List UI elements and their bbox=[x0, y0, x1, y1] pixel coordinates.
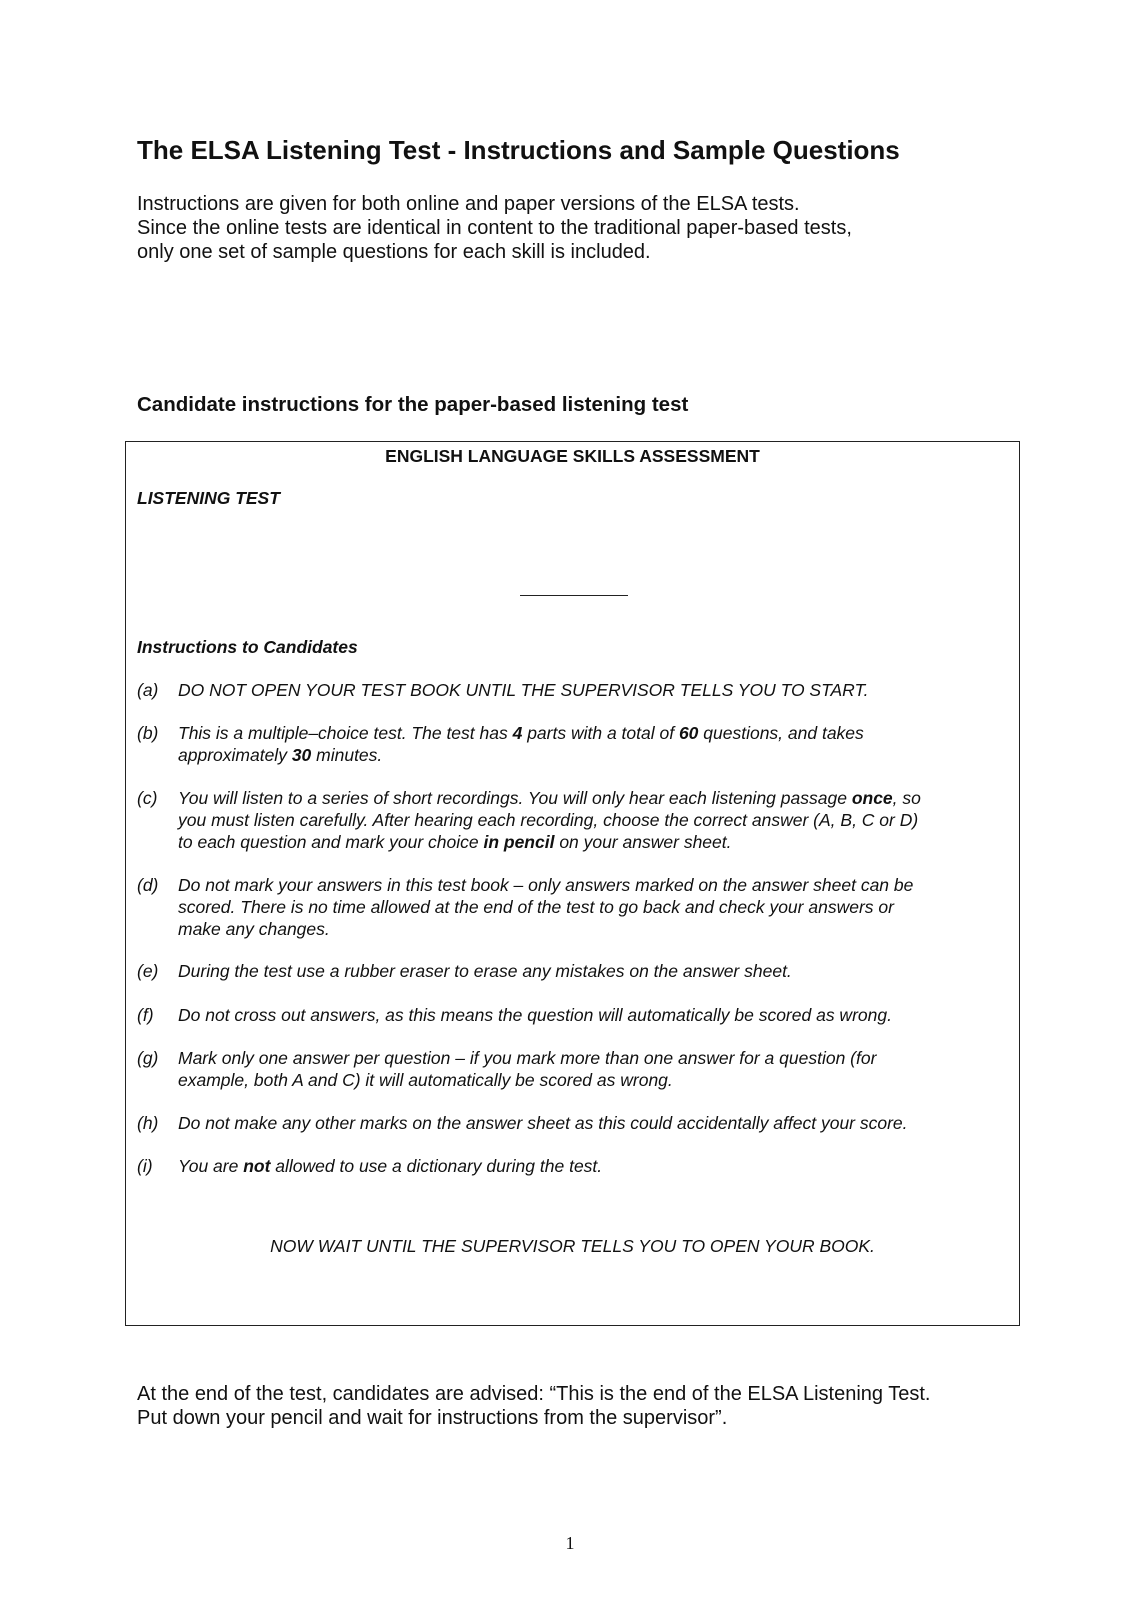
instruction-letter: (b) bbox=[137, 723, 159, 743]
closing-line: At the end of the test, candidates are advised: “This is the end of the ELSA Listening Test. bbox=[137, 1383, 931, 1405]
instruction-text: You will listen to a series of short recordings. You will only hear each listening passage once, so bbox=[178, 788, 921, 808]
instruction-text: Do not mark your answers in this test book – only answers marked on the answer sheet can be bbox=[178, 875, 914, 895]
intro-paragraph bbox=[137, 192, 1037, 264]
instruction-letter: (d) bbox=[137, 875, 159, 895]
instruction-text: make any changes. bbox=[178, 919, 330, 939]
section-heading: Candidate instructions for the paper-based listening test bbox=[137, 393, 689, 416]
instruction-item bbox=[137, 1155, 1007, 1177]
instruction-text: scored. There is no time allowed at the end of the test to go back and check your answers or bbox=[178, 897, 894, 917]
instruction-item bbox=[137, 960, 1007, 982]
instruction-item bbox=[137, 1047, 1007, 1091]
instruction-text: DO NOT OPEN YOUR TEST BOOK UNTIL THE SUPERVISOR TELLS YOU TO START. bbox=[178, 680, 869, 700]
page-number: 1 bbox=[565, 1533, 575, 1553]
emphasis: 4 bbox=[512, 723, 523, 743]
instruction-text: Do not make any other marks on the answer sheet as this could accidentally affect your score. bbox=[178, 1113, 908, 1133]
box-subtitle: LISTENING TEST bbox=[137, 488, 280, 508]
instruction-letter: (i) bbox=[137, 1156, 153, 1176]
instruction-text: you must listen carefully. After hearing each recording, choose the correct answer (A, B, C or D) bbox=[178, 810, 919, 830]
instruction-letter: (f) bbox=[137, 1005, 154, 1025]
box-title: ENGLISH LANGUAGE SKILLS ASSESSMENT bbox=[385, 446, 760, 466]
instruction-letter: (g) bbox=[137, 1048, 159, 1068]
instruction-text: example, both A and C) it will automatically be scored as wrong. bbox=[178, 1070, 673, 1090]
instruction-letter: (h) bbox=[137, 1113, 159, 1133]
instruction-letter: (a) bbox=[137, 680, 159, 700]
instruction-item bbox=[137, 787, 1007, 853]
instruction-letter: (c) bbox=[137, 788, 158, 808]
closing-paragraph bbox=[137, 1382, 930, 1430]
instruction-text: This is a multiple–choice test. The test has 4 parts with a total of 60 questions, and takes bbox=[178, 723, 864, 743]
candidates-heading: Instructions to Candidates bbox=[137, 637, 358, 657]
instruction-item bbox=[137, 679, 1007, 701]
instruction-item bbox=[137, 874, 1007, 940]
instruction-item bbox=[137, 1112, 1007, 1134]
intro-line: Since the online tests are identical in content to the traditional paper-based tests, bbox=[137, 217, 852, 239]
emphasis: in pencil bbox=[483, 832, 555, 852]
wait-instruction: NOW WAIT UNTIL THE SUPERVISOR TELLS YOU TO OPEN YOUR BOOK. bbox=[270, 1236, 875, 1256]
emphasis: once bbox=[851, 788, 893, 808]
instruction-item bbox=[137, 722, 1007, 766]
instruction-item bbox=[137, 1004, 1007, 1026]
intro-line: only one set of sample questions for each skill is included. bbox=[137, 241, 651, 263]
instruction-text: to each question and mark your choice in pencil on your answer sheet. bbox=[178, 832, 732, 852]
closing-line: Put down your pencil and wait for instructions from the supervisor”. bbox=[137, 1407, 728, 1429]
page-title: The ELSA Listening Test - Instructions and Sample Questions bbox=[137, 135, 900, 165]
instruction-text: Mark only one answer per question – if you mark more than one answer for a question (for bbox=[178, 1048, 877, 1068]
instruction-letter: (e) bbox=[137, 961, 159, 981]
divider-rule bbox=[520, 595, 628, 596]
instruction-text: You are not allowed to use a dictionary during the test. bbox=[178, 1156, 603, 1176]
instruction-text: During the test use a rubber eraser to erase any mistakes on the answer sheet. bbox=[178, 961, 792, 981]
intro-line: Instructions are given for both online and paper versions of the ELSA tests. bbox=[137, 193, 800, 215]
divider-rule bbox=[520, 1325, 628, 1326]
emphasis: 60 bbox=[678, 723, 699, 743]
instruction-text: Do not cross out answers, as this means the question will automatically be scored as wrong. bbox=[178, 1005, 892, 1025]
emphasis: not bbox=[243, 1156, 271, 1176]
emphasis: 30 bbox=[291, 745, 312, 765]
instruction-text: approximately 30 minutes. bbox=[178, 745, 383, 765]
instructions-box bbox=[125, 441, 1020, 1326]
